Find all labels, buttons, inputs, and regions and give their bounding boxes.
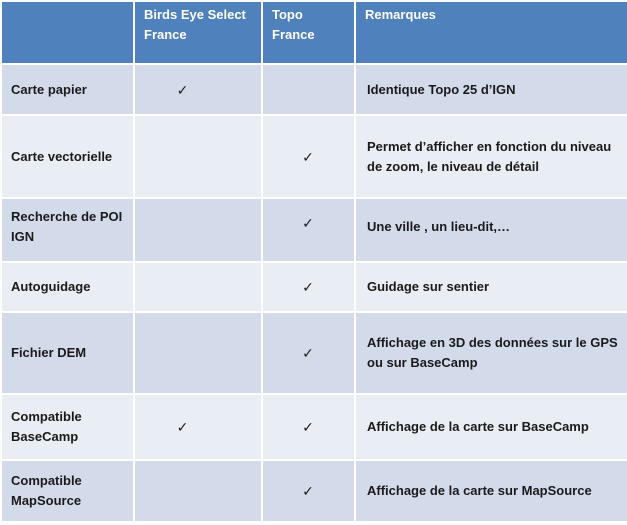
birds-eye-check: ✓ <box>135 65 261 114</box>
remark-cell: Guidage sur sentier <box>356 263 627 311</box>
remark-cell: Affichage de la carte sur BaseCamp <box>356 395 627 459</box>
row-label-compatible-basecamp: Compatible BaseCamp <box>2 395 133 459</box>
topo-check: ✓ <box>263 116 354 197</box>
birds-eye-check <box>135 199 261 261</box>
remark-cell: Permet d’afficher en fonction du niveau de zoom, le niveau de détail <box>356 116 627 197</box>
row-label-fichier-dem: Fichier DEM <box>2 313 133 393</box>
topo-check: ✓ <box>263 395 354 459</box>
header-feature-cell <box>2 2 133 63</box>
remark-cell: Affichage de la carte sur MapSource <box>356 461 627 521</box>
topo-check: ✓ <box>263 461 354 521</box>
birds-eye-check <box>135 461 261 521</box>
topo-check: ✓ <box>263 199 354 261</box>
birds-eye-check <box>135 263 261 311</box>
row-label-recherche-poi: Recherche de POI IGN <box>2 199 133 261</box>
comparison-table <box>2 2 624 523</box>
row-label-autoguidage: Autoguidage <box>2 263 133 311</box>
topo-check: ✓ <box>263 313 354 393</box>
remark-cell: Identique Topo 25 d’IGN <box>356 65 627 114</box>
remark-cell: Affichage en 3D des données sur le GPS ou sur BaseCamp <box>356 313 627 393</box>
birds-eye-check <box>135 313 261 393</box>
birds-eye-check: ✓ <box>135 395 261 459</box>
row-label-compatible-mapsource: Compatible MapSource <box>2 461 133 521</box>
header-topo: Topo France <box>263 2 354 63</box>
remark-cell: Une ville , un lieu-dit,… <box>356 199 627 261</box>
row-label-carte-papier: Carte papier <box>2 65 133 114</box>
header-remarks: Remarques <box>356 2 627 63</box>
row-label-carte-vectorielle: Carte vectorielle <box>2 116 133 197</box>
header-birds-eye: Birds Eye Select France <box>135 2 261 63</box>
birds-eye-check <box>135 116 261 197</box>
topo-check: ✓ <box>263 263 354 311</box>
topo-check <box>263 65 354 114</box>
